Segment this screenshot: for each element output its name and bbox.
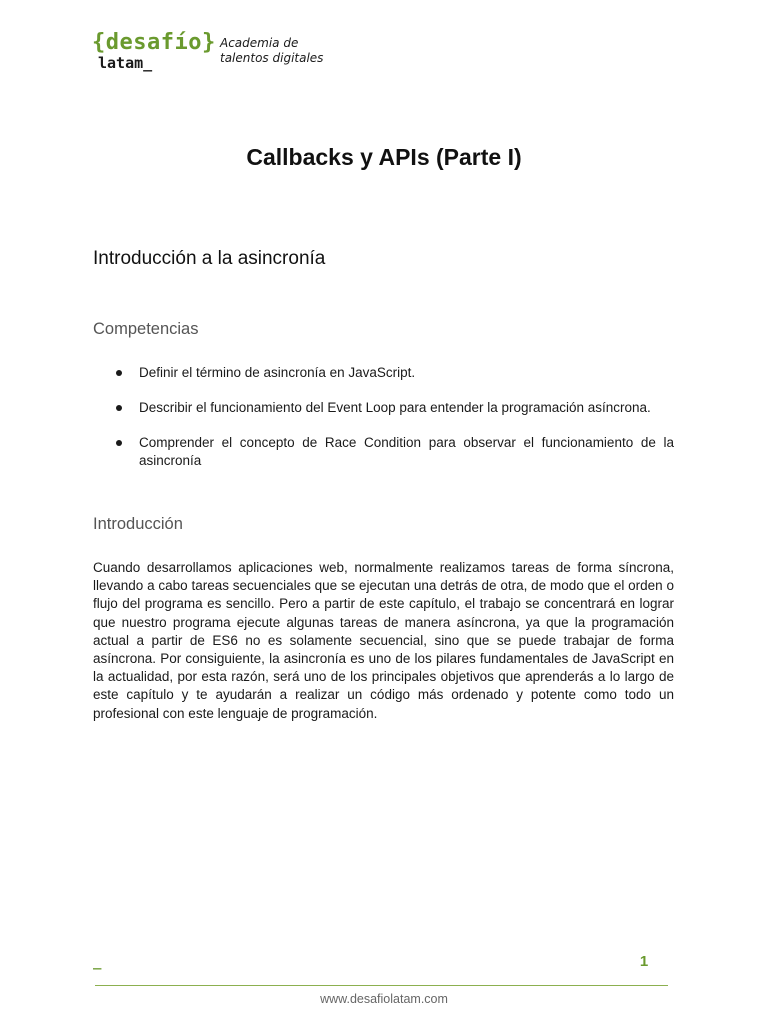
list-item — [93, 434, 674, 470]
list-item — [93, 364, 674, 382]
logo-sub-text: latam_ — [98, 54, 153, 72]
list-item-text: Describir el funcionamiento del Event Loop para entender la programación asíncrona. — [139, 400, 651, 415]
competencias-heading: Competencias — [93, 320, 199, 338]
footer-divider — [95, 985, 668, 986]
page-number: 1 — [639, 953, 649, 970]
brand-logo — [92, 30, 332, 74]
tagline-line-2: talentos digitales — [220, 51, 324, 65]
introduccion-heading: Introducción — [93, 515, 183, 533]
competencias-list — [93, 364, 674, 487]
list-item — [93, 399, 674, 417]
document-title: Callbacks y APIs (Parte I) — [246, 144, 522, 170]
bullet-icon — [116, 405, 122, 411]
footer-url: www.desafiolatam.com — [320, 992, 448, 1006]
section-heading: Introducción a la asincronía — [93, 248, 326, 269]
list-item-text: Comprender el concepto de Race Condition para observar el funcionamiento de la asincronía — [139, 435, 674, 468]
logo-tagline — [220, 36, 340, 66]
bullet-icon — [116, 370, 122, 376]
logo-brand-text: {desafío} — [92, 30, 216, 55]
list-item-text: Definir el término de asincronía en JavaScript. — [139, 365, 416, 380]
tagline-line-1: Academia de — [220, 36, 299, 50]
bullet-icon — [116, 440, 122, 446]
introduccion-paragraph: Cuando desarrollamos aplicaciones web, normalmente realizamos tareas de forma síncrona, llevando a cabo tareas secuenciales que se ejecutan una detrás de otra, de modo que el orden o flujo del programa es sencillo. Pero a partir de este capítulo, el trabajo se concentrará en lograr que nuestro programa ejecute algunas tareas de manera asíncrona, ya que la programación actual a partir de ES6 no es solamente secuencial, sino que se puede trabajar de forma asíncrona. Por consiguiente, la asincronía es uno de los pilares fundamentales de JavaScript en la actualidad, por esta razón, será uno de los principales objetivos que aprenderás a lo largo de este capítulo y te ayudarán a realizar un código más ordenado y potente como todo un profesional con este lenguaje de programación. — [93, 560, 674, 721]
footer-mark: _ — [93, 954, 102, 970]
